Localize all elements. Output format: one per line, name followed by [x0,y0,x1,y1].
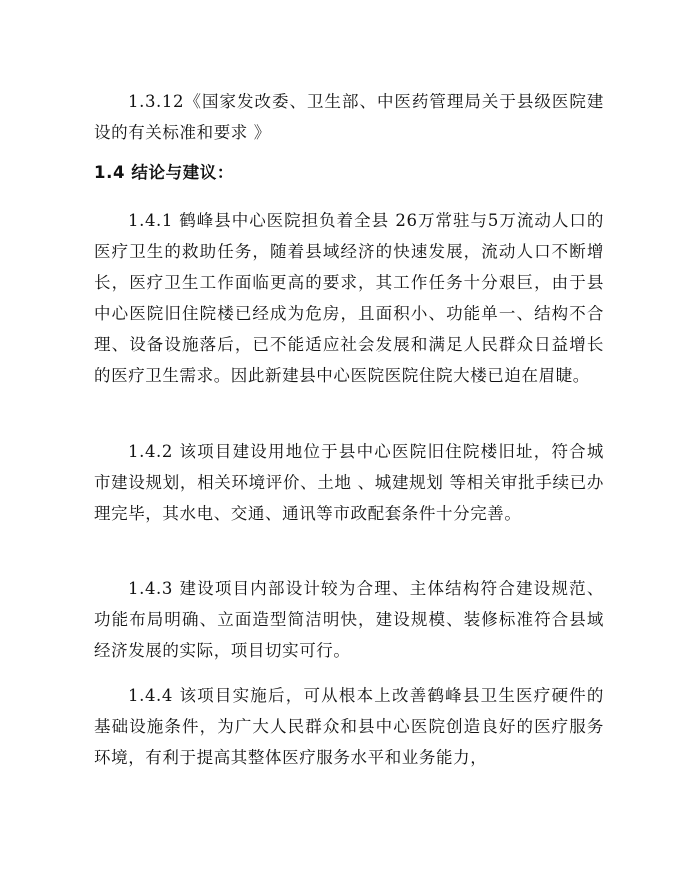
paragraph-1-4-3: 1.4.3 建设项目内部设计较为合理、主体结构符合建设规范、功能布局明确、立面造型简洁明快，建设规模、装修标准符合县域经济发展的实际，项目切实可行。 [94,579,604,660]
paragraph-1-4-2: 1.4.2 该项目建设用地位于县中心医院旧住院楼旧址，符合城市建设规划，相关环境评价、土地 、城建规划 等相关审批手续已办理完毕，其水电、交通、通讯等市政配套条件十分完善。 [94,442,604,523]
reference-paragraph: 1.3.12《国家发改委、卫生部、中医药管理局关于县级医院建设的有关标准和要求 》 [94,92,604,142]
section-heading: 1.4 结论与建议： [94,163,234,182]
paragraph-1-4-4: 1.4.4 该项目实施后，可从根本上改善鹤峰县卫生医疗硬件的基础设施条件，为广大人民群众和县中心医院创造良好的医疗服务环境，有利于提高其整体医疗服务水平和业务能力， [94,686,604,767]
paragraph-1-4-1: 1.4.1 鹤峰县中心医院担负着全县 26万常驻与5万流动人口的医疗卫生的救助任务，随着县域经济的快速发展，流动人口不断增长，医疗卫生工作面临更高的要求，其工作任务十分艰巨，由于县中心医院旧住院楼已经成为危房，且面积小、功能单一、结构不合理、设备设施落后，已不能适应社会发展和满足人民群众日益增长的医疗卫生需求。因此新建县中心医院医院住院大楼已迫在眉睫。 [94,211,604,385]
